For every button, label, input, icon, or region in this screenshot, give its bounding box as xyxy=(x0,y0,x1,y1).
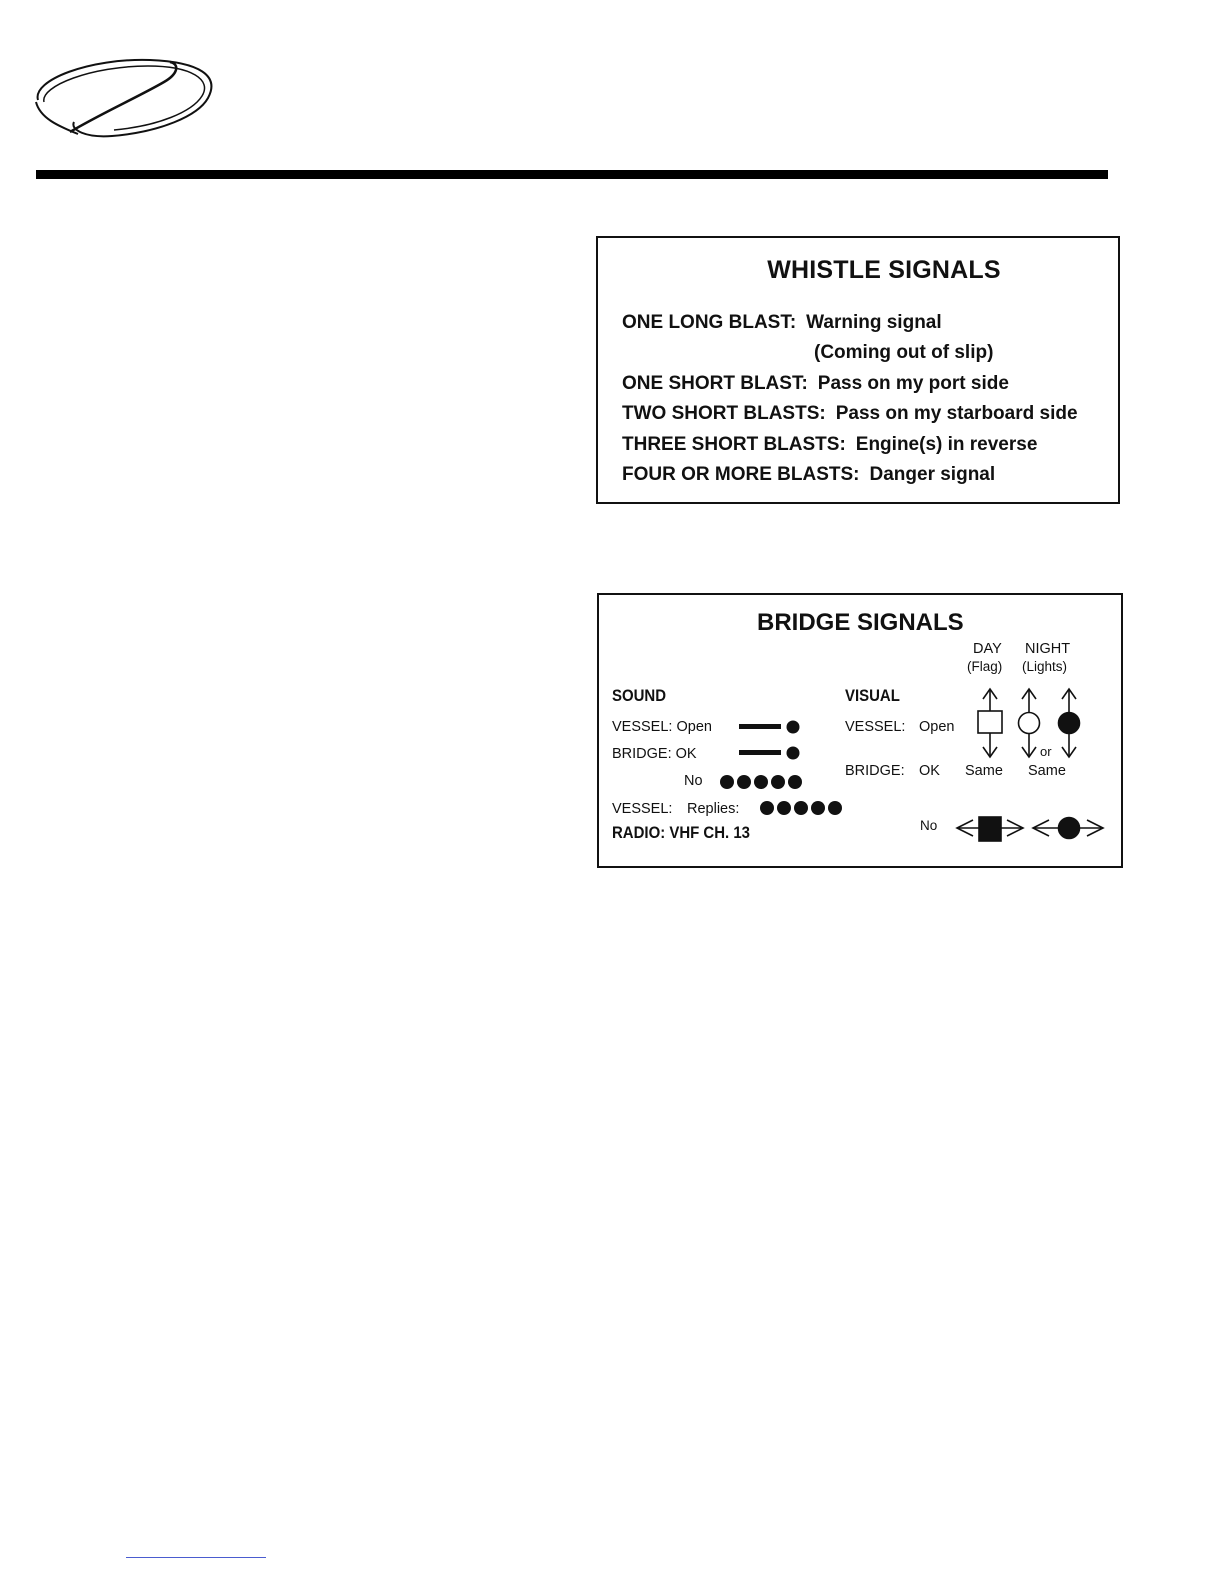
whistle-line-label: TWO SHORT BLASTS: xyxy=(622,403,826,424)
visual-bridge-ok: OK xyxy=(919,763,940,779)
whistle-line-label: THREE SHORT BLASTS: xyxy=(622,434,846,455)
long-short-blast-icon xyxy=(739,721,800,734)
bridge-signals-box xyxy=(597,593,1123,868)
day-sub-label: (Flag) xyxy=(967,659,1003,674)
whistle-line-label: ONE LONG BLAST: xyxy=(622,312,797,333)
whistle-line-label: ONE SHORT BLAST: xyxy=(622,373,808,394)
bridge-signals-title: BRIDGE SIGNALS xyxy=(757,609,964,636)
whistle-line xyxy=(622,403,1078,425)
whistle-line xyxy=(622,373,1009,395)
header-rule xyxy=(36,170,1108,179)
visual-vessel-open: Open xyxy=(919,719,955,735)
night-light-open-circle-icon xyxy=(1019,689,1040,757)
long-short-blast-icon xyxy=(739,747,800,760)
visual-or: or xyxy=(1040,744,1052,759)
day-label: DAY xyxy=(973,641,1002,657)
five-short-blasts-icon xyxy=(760,801,842,815)
five-short-blasts-icon xyxy=(720,775,802,789)
radio-channel: RADIO: VHF CH. 13 xyxy=(612,823,750,842)
day-flag-horizontal-icon xyxy=(957,817,1023,841)
whistle-signals-box xyxy=(596,236,1120,504)
visual-vessel-label: VESSEL: xyxy=(845,719,906,735)
whistle-line-text: Engine(s) in reverse xyxy=(855,434,1038,455)
visual-same-day: Same xyxy=(965,763,1003,779)
sound-heading: SOUND xyxy=(612,686,667,705)
footer-link-underline xyxy=(126,1557,266,1558)
visual-no: No xyxy=(920,818,938,833)
sound-vessel-label: VESSEL: xyxy=(612,801,673,817)
visual-heading: VISUAL xyxy=(845,686,900,705)
sound-bridge-ok: BRIDGE: OK xyxy=(612,746,697,762)
day-flag-vertical-icon xyxy=(978,689,1002,757)
whistle-line-text: Pass on my port side xyxy=(817,373,1009,394)
whistle-line-text: Danger signal xyxy=(869,464,996,485)
visual-same-night: Same xyxy=(1028,763,1066,779)
visual-bridge-label: BRIDGE: xyxy=(845,763,905,779)
night-light-filled-circle-icon xyxy=(1059,689,1080,757)
sound-bridge-no: No xyxy=(684,773,703,789)
whistle-line xyxy=(622,312,942,334)
night-light-horizontal-icon xyxy=(1033,818,1103,839)
whistle-line xyxy=(622,434,1037,456)
whistle-line-text: Pass on my starboard side xyxy=(835,403,1078,424)
night-label: NIGHT xyxy=(1025,641,1071,657)
sound-vessel-open: VESSEL: Open xyxy=(612,719,712,735)
whistle-line-text: Warning signal xyxy=(806,312,942,333)
whistle-line-text: (Coming out of slip) xyxy=(814,342,994,363)
whistle-line-label: FOUR OR MORE BLASTS: xyxy=(622,464,860,485)
brand-logo xyxy=(30,52,220,144)
night-sub-label: (Lights) xyxy=(1022,659,1068,674)
whistle-line xyxy=(814,342,993,364)
whistle-line xyxy=(622,464,995,486)
bridge-signal-symbols xyxy=(599,595,1125,870)
sound-vessel-replies: Replies: xyxy=(687,801,740,817)
whistle-signals-title: WHISTLE SIGNALS xyxy=(767,256,1001,284)
